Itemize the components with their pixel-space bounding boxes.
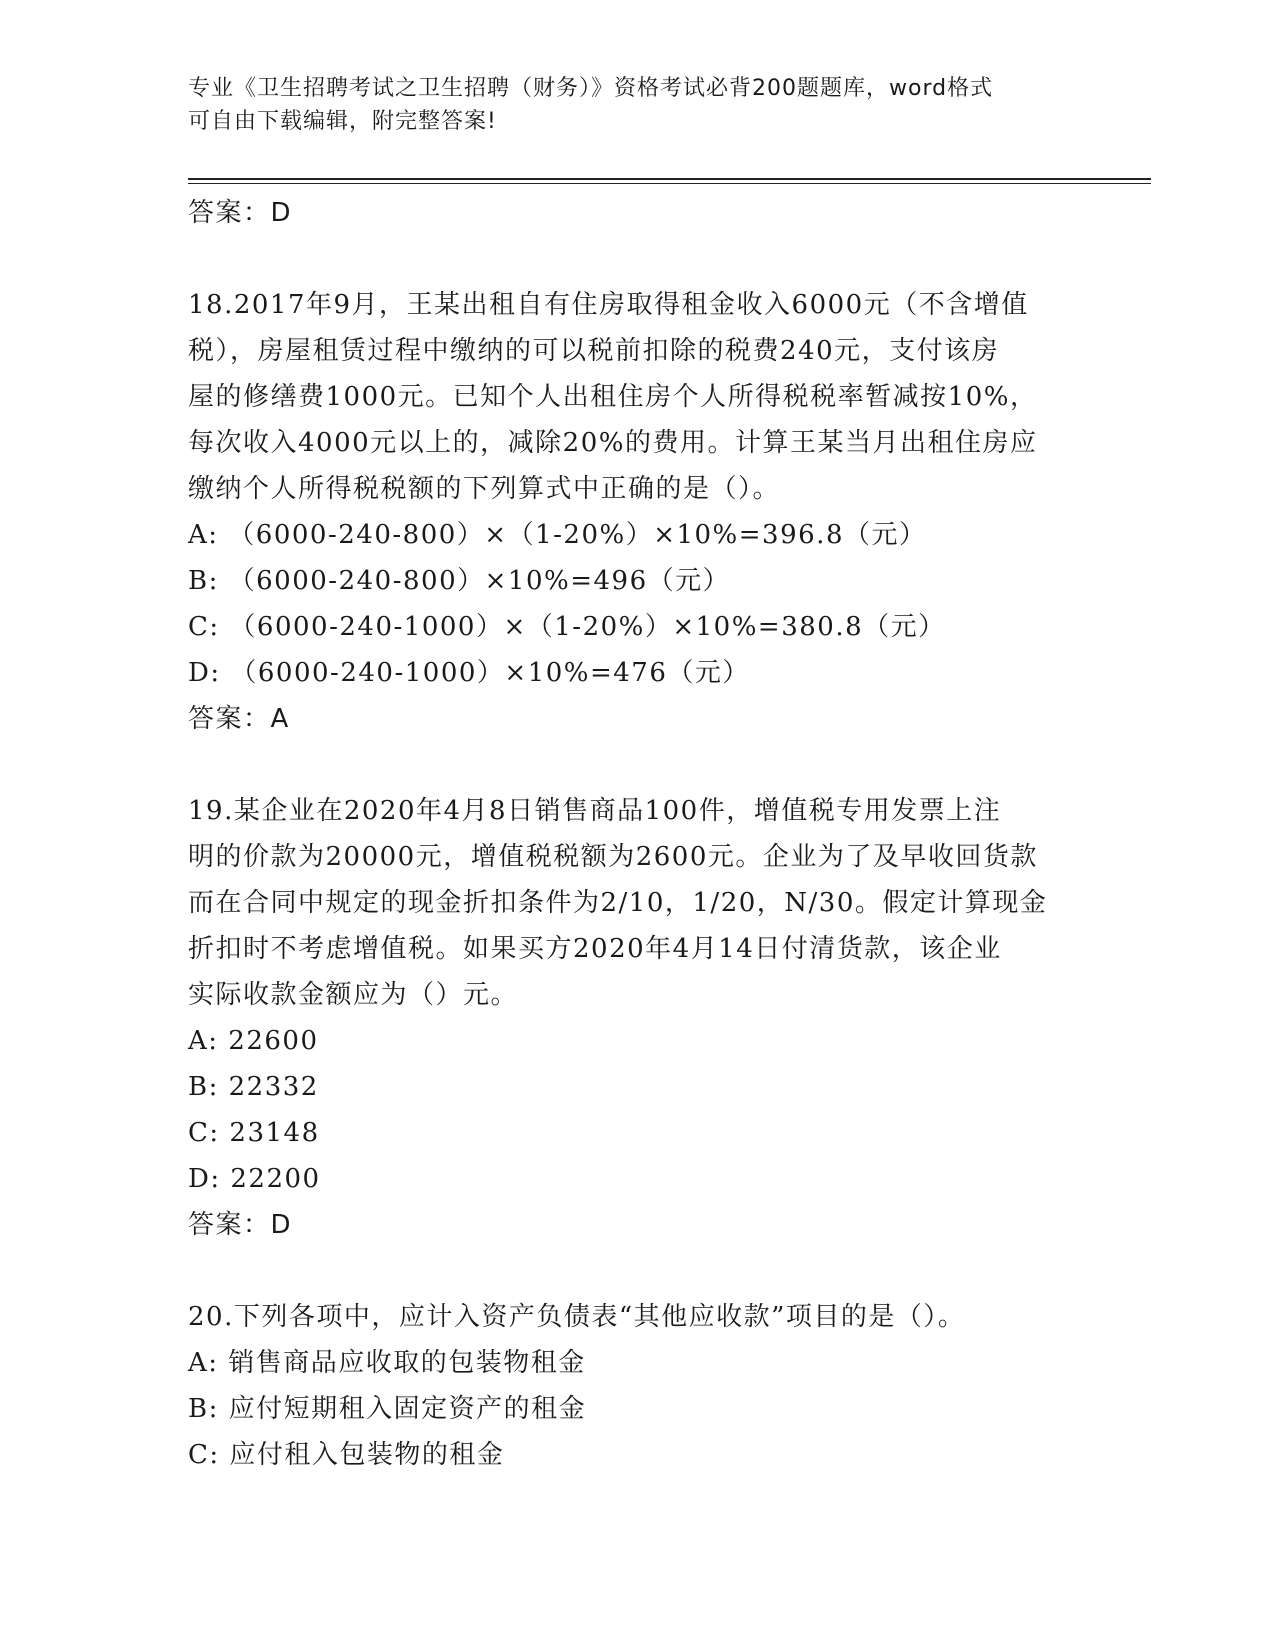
question-text-line: 屋的修缮费1000元。已知个人出租住房个人所得税税率暂减按10%， <box>188 382 1038 412</box>
option-c: C: 23148 <box>188 1118 320 1148</box>
question-text-line: 实际收款金额应为（）元。 <box>188 980 519 1010</box>
option-b: B: 应付短期租入固定资产的租金 <box>188 1394 587 1424</box>
header-line-2: 可自由下载编辑，附完整答案! <box>188 109 497 134</box>
spacer <box>188 742 1078 788</box>
option-d: D: （6000-240-1000）×10%=476（元） <box>188 658 750 688</box>
header-line-1: 专业《卫生招聘考试之卫生招聘（财务）》资格考试必背200题题库，word格式 <box>188 76 994 101</box>
spacer <box>188 236 1078 282</box>
document-body <box>188 190 1078 1478</box>
option-a: A: 22600 <box>188 1026 319 1056</box>
question-text-line: 而在合同中规定的现金折扣条件为2/10，1/20，N/30。假定计算现金 <box>188 888 1048 918</box>
option-c: C: （6000-240-1000）×（1-20%）×10%=380.8（元） <box>188 612 946 642</box>
option-a: A: 销售商品应收取的包装物租金 <box>188 1348 586 1378</box>
question-text-line: 缴纳个人所得税税额的下列算式中正确的是（）。 <box>188 474 781 504</box>
spacer <box>188 1248 1078 1294</box>
option-b: B: （6000-240-800）×10%=496（元） <box>188 566 731 596</box>
previous-answer: 答案：D <box>188 198 293 228</box>
question-text-line: 明的价款为20000元，增值税税额为2600元。企业为了及早收回货款 <box>188 842 1038 872</box>
question-text-line: 每次收入4000元以上的，减除20%的费用。计算王某当月出租住房应 <box>188 428 1038 458</box>
option-c: C: 应付租入包装物的租金 <box>188 1440 505 1470</box>
question-text-line: 19.某企业在2020年4月8日销售商品100件，增值税专用发票上注 <box>188 796 1002 826</box>
answer-line: 答案：D <box>188 1210 293 1240</box>
question-text-line: 20.下列各项中，应计入资产负债表“其他应收款”项目的是（）。 <box>188 1302 966 1332</box>
option-d: D: 22200 <box>188 1164 321 1194</box>
option-b: B: 22332 <box>188 1072 319 1102</box>
question-text-line: 折扣时不考虑增值税。如果买方2020年4月14日付清货款，该企业 <box>188 934 1002 964</box>
question-18 <box>188 282 1078 742</box>
question-20 <box>188 1294 1078 1478</box>
option-a: A: （6000-240-800）×（1-20%）×10%=396.8（元） <box>188 520 927 550</box>
header-divider-thick <box>188 178 1151 180</box>
answer-line: 答案：A <box>188 704 290 734</box>
question-19 <box>188 788 1078 1248</box>
question-text-line: 税），房屋租赁过程中缴纳的可以税前扣除的税费240元，支付该房 <box>188 336 1000 366</box>
header-divider-thin <box>188 183 1151 184</box>
question-text-line: 18.2017年9月，王某出租自有住房取得租金收入6000元（不含增值 <box>188 290 1029 320</box>
document-header <box>188 72 1068 138</box>
